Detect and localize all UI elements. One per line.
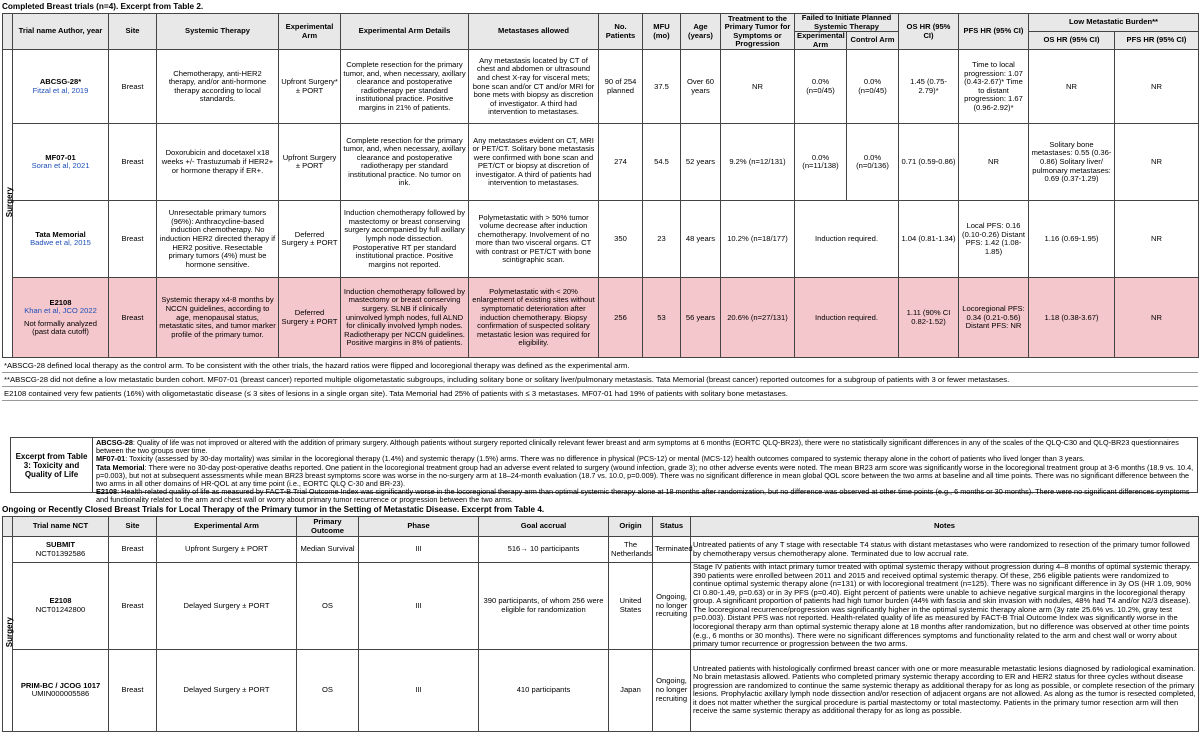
trial-cell — [13, 537, 109, 563]
header-notes: Notes — [691, 517, 1199, 537]
header-site: Site — [109, 14, 157, 50]
origin-cell: Japan — [609, 649, 653, 731]
outcome-cell: OS — [297, 563, 359, 650]
trial-author-link[interactable]: Badwe et al, 2015 — [30, 238, 91, 248]
arm-details-cell: Induction chemotherapy followed by mastectomy or breast conserving surgery. SLNB if clinically uninvolved lymph nodes, full ALND for clinically involved lymph nodes. Radiotherapy per NCCN guidelines. Positive margins in 8% of patients. — [341, 278, 469, 358]
lmb-pfs-cell: NR — [1115, 278, 1199, 358]
arm-details-cell: Complete resection for the primary tumor, and, when necessary, axillary clearance and postoperative radiotherapy per standard institutional practice. No tumor on ink. — [341, 124, 469, 201]
pfs-cell: NR — [959, 124, 1029, 201]
divider — [2, 372, 1198, 373]
os-cell: 1.04 (0.81-1.34) — [899, 201, 959, 278]
qol-box — [10, 437, 1198, 505]
header-accrual: Goal accrual — [479, 517, 609, 537]
header-failed-exp: Experimental Arm — [795, 32, 847, 50]
header-ttp: Treatment to the Primary Tumor for Symptoms or Progression — [721, 14, 795, 50]
os-cell: 1.45 (0.75-2.79)* — [899, 50, 959, 124]
mets-cell: Any metastasis located by CT of chest and abdomen or ultrasound and chest X-ray for visceral mets; bone scan and/or CT and/or MRI for bone mets with biopsy as discretion of investigator. A third had intervention to metastases. — [469, 50, 599, 124]
header-arm: Experimental Arm — [157, 517, 297, 537]
header-mets: Metastases allowed — [469, 14, 599, 50]
trial-nct: NCT01242800 — [35, 604, 86, 614]
arm-cell: Deferred Surgery ± PORT — [279, 278, 341, 358]
pfs-cell: Locoregional PFS: 0.34 (0.21-0.56) Distant PFS: NR — [959, 278, 1029, 358]
age-cell: 56 years — [681, 278, 721, 358]
trial-name: E2108 — [49, 596, 72, 606]
qol-item-text: : Quality of life was not improved or altered with the addition of primary surgery. Although patients without surgery reported clinically relevant fewer breast and arm symptoms at 6 months (EORTC QLQ-BR23), there were no statistically significant differences in any of the scales of the QLQ-C30 and QLQ-BR23 questionnaires between the two groups over time. — [96, 438, 1179, 456]
arm-cell: Deferred Surgery ± PORT — [279, 201, 341, 278]
header-patients: No. Patients — [599, 14, 643, 50]
pfs-cell: Local PFS: 0.16 (0.10-0.26) Distant PFS: 1.42 (1.08-1.85) — [959, 201, 1029, 278]
trial-nct: UMIN000005586 — [31, 689, 90, 699]
qol-item-text: : Health-related quality of life as measured by FACT-B Trial Outcome Index was significantly worse in the locoregional therapy arm than optimal systemic therapy alone at 18 months after randomization, but no difference was observed at other time points (e.g., 6 months or 30 months). There were no significant differences symptoms and functionality related to the arm and chest wall or worry about primary tumor recurrence or progression between the two arms. — [96, 487, 1190, 505]
status-cell: Terminated — [653, 537, 691, 563]
table-row — [3, 563, 1199, 650]
mets-cell: Any metastases evident on CT, MRI or PET/CT. Solitary bone metastasis were confirmed with bone scan and PET/CT or biopsy at discretion of investigator. A third of patients had intervention to metastases. — [469, 124, 599, 201]
qol-item-text: : There were no 30-day post-operative deaths reported. One patient in the locoregional treatment group had an adverse event related to surgery (wound infection, grade 3); no other adverse events were noted. The mean BR23 arm score was significantly worse in the locoregional treatment group at 3-6 months (18.9 vs. 10.4, p=0.003), but not at subsequent assessments while mean BR23 breast symptoms score was worse in the no-surgery arm at 18–24-month evaluation (18.7 vs. 10.0, p=0.009). There was no significant difference in mean global QOL score between the two arms at baseline and all time points. There was no significant difference between the two arms in all other domains of HR-QOL at any time point (i.e., EORTC QLQ C-30 and BR-23). — [96, 462, 1194, 488]
trial-name: MF07-01 — [45, 152, 76, 162]
qol-item-label: MF07-01 — [96, 454, 126, 464]
site-cell: Breast — [109, 278, 157, 358]
trial-name: Tata Memorial — [35, 229, 86, 239]
category-header-blank — [3, 517, 13, 537]
lmb-pfs-cell: NR — [1115, 124, 1199, 201]
mfu-cell: 54.5 — [643, 124, 681, 201]
lmb-os-cell: 1.18 (0.38-3.67) — [1029, 278, 1115, 358]
accrual-cell: 516→ 10 participants — [479, 537, 609, 563]
site-cell: Breast — [109, 50, 157, 124]
divider — [2, 386, 1198, 387]
age-cell: Over 60 years — [681, 50, 721, 124]
category-cell — [3, 537, 13, 732]
ttp-cell: 20.6% (n=27/131) — [721, 278, 795, 358]
origin-cell: United States — [609, 563, 653, 650]
patients-cell: 90 of 254 planned — [599, 50, 643, 124]
qol-body — [93, 438, 1197, 505]
header-arm-details: Experimental Arm Details — [341, 14, 469, 50]
table-row — [3, 124, 1199, 201]
arm-cell: Upfront Surgery* ± PORT — [279, 50, 341, 124]
failed-ctrl-cell: 0.0% (n=0/45) — [847, 50, 899, 124]
lmb-os-cell: Solitary bone metastases: 0.55 (0.36-0.86) Solitary liver/ pulmonary metastases: 0.69 (0.37-1.29) — [1029, 124, 1115, 201]
header-systemic: Systemic Therapy — [157, 14, 279, 50]
header-lmb-pfs: PFS HR (95% CI) — [1115, 32, 1199, 50]
age-cell: 52 years — [681, 124, 721, 201]
arm-details-cell: Induction chemotherapy followed by mastectomy or breast conserving surgery accompanied by full axillary lymph node dissection. Postoperative RT per standard institutional practice. Positive margins not reported. — [341, 201, 469, 278]
footnote-2: **ABSCG-28 did not define a low metastatic burden cohort. MF07-01 (breast cancer) reported multiple oligometastatic subgroups, including solitary bone or solitary liver/pulmonary metastasis. Tata Memorial (breast cancer) reported outcomes for a subgroup of patients with 3 or fewer metastases. — [4, 375, 1010, 384]
systemic-cell: Chemotherapy, anti-HER2 therapy, and/or anti-hormone therapy according to local standards. — [157, 50, 279, 124]
header-trial: Trial name Author, year — [13, 14, 109, 50]
trial-cell — [13, 201, 109, 278]
lmb-os-cell: 1.16 (0.69-1.95) — [1029, 201, 1115, 278]
site-cell: Breast — [109, 537, 157, 563]
header-trial: Trial name NCT — [13, 517, 109, 537]
trial-cell — [13, 124, 109, 201]
header-failed: Failed to Initiate Planned Systemic Therapy — [795, 14, 899, 32]
systemic-cell: Doxorubicin and docetaxel x18 weeks +/- Trastuzumab if HER2+ or hormone therapy if ER+. — [157, 124, 279, 201]
notes-cell: Untreated patients of any T stage with resectable T4 status with distant metastases who were randomized to resection of the primary tumor followed by chemotherapy versus chemotherapy alone. Terminated due to low accrual rate. — [691, 537, 1199, 563]
trial-name: PRIM-BC / JCOG 1017 — [20, 680, 101, 690]
os-cell: 1.11 (90% CI 0.82-1.52) — [899, 278, 959, 358]
trial-cell — [13, 278, 109, 358]
header-site: Site — [109, 517, 157, 537]
qol-item-text: : Toxicity (assessed by 30-day mortality) was similar in the locoregional therapy (1.4%) and systemic therapy (1.5%) arms. There was no difference in physical (PCS-12) or mental (MCS-12) health outcomes compared to systemic therapy alone in the cohort of patients who lived longer than 3 years. — [125, 454, 1085, 464]
header-status: Status — [653, 517, 691, 537]
mets-cell: Polymetastatic with > 50% tumor volume decrease after induction chemotherapy. Involvement of no more than two visceral organs. CT with contrast or PET/CT with bone scintigraphic scan. — [469, 201, 599, 278]
mets-cell: Polymetastatic with < 20% enlargement of existing sites without symptomatic deterioration after induction chemotherapy. Biopsy confirmation of suspected solitary metastatic lesion was required for eligibility. — [469, 278, 599, 358]
failed-merged-cell: Induction required. — [795, 201, 899, 278]
qol-item-label: ABCSG-28 — [96, 438, 133, 447]
table-row — [3, 50, 1199, 124]
lmb-pfs-cell: NR — [1115, 201, 1199, 278]
table-row — [3, 201, 1199, 278]
lmb-os-cell: NR — [1029, 50, 1115, 124]
patients-cell: 256 — [599, 278, 643, 358]
footnote-1: *ABSCG-28 defined local therapy as the control arm. To be consistent with the other trials, the hazard ratios were flipped and locoregional therapy was defined as the experimental arm. — [4, 361, 630, 370]
category-cell — [3, 50, 13, 358]
header-arm: Experimental Arm — [279, 14, 341, 50]
trial-name: E2108 — [49, 297, 72, 307]
table-row — [3, 649, 1199, 731]
ttp-cell: 9.2% (n=12/131) — [721, 124, 795, 201]
category-header-blank — [3, 14, 13, 50]
site-cell: Breast — [109, 649, 157, 731]
mfu-cell: 53 — [643, 278, 681, 358]
origin-cell: The Netherlands — [609, 537, 653, 563]
header-pfs: PFS HR (95% CI) — [959, 14, 1029, 50]
pfs-cell: Time to local progression: 1.07 (0.43-2.67)* Time to distant progression: 1.67 (0.96-2.92)* — [959, 50, 1029, 124]
site-cell: Breast — [109, 563, 157, 650]
header-outcome: Primary Outcome — [297, 517, 359, 537]
header-os: OS HR (95% CI) — [899, 14, 959, 50]
status-cell: Ongoing, no longer recruiting — [653, 563, 691, 650]
trial-cell — [13, 649, 109, 731]
completed-trials-table — [2, 13, 1199, 358]
arm-details-cell: Complete resection for the primary tumor, and, when necessary, axillary clearance and postoperative radiotherapy per standard institutional practice. Positive margins in 21% of patients. — [341, 50, 469, 124]
patients-cell: 274 — [599, 124, 643, 201]
notes-cell: Stage IV patients with intact primary tumor treated with optimal systemic therapy without progression during 4–8 months of optimal systemic therapy. 390 patients were enrolled between 2011 and 2015 and received optimal systemic therapy. Of these, 256 eligible patients were randomized to continue optimal systemic therapy alone (n=131) or with locoregional treatment (n=125). There was no significant difference in 3y OS (HR 1.09, 90% CI 0.80-1.49, p=0.63) or in 3y PFS (p=0.40). Eight percent of patients were unable to achieve negative surgical margins in the locoregional therapy group. A significant proportion of patients had high tumor burden (44% with fascia and skin invasion with nodules, 48% had T4 and/or N2/3 disease). The locoregional recurrence/progression was significantly higher in the optimal systemic therapy alone arm (3y rate 25.6% vs. 10.2%, gray test p=0.003). Distant PFS was not reported. Health-related quality of life as measured by FACT-B Trial Outcome Index was significantly worse in the locoregional therapy arm than optimal systemic therapy alone at 18 months after randomization, but no difference was observed at other time points (e.g., 6 months or 30 months). There were no significant differences symptoms and functionality related to the arm and chest wall or worry about primary tumor recurrence or progression between the two arms. — [691, 563, 1199, 650]
qol-item — [96, 464, 1194, 489]
table-row-highlighted — [3, 278, 1199, 358]
header-age: Age (years) — [681, 14, 721, 50]
status-cell: Ongoing, no longer recruiting — [653, 649, 691, 731]
os-cell: 0.71 (0.59-0.86) — [899, 124, 959, 201]
accrual-cell: 410 participants — [479, 649, 609, 731]
trial-nct: NCT01392586 — [35, 548, 86, 558]
trial-cell — [13, 563, 109, 650]
arm-cell: Delayed Surgery ± PORT — [157, 563, 297, 650]
divider — [2, 400, 1198, 401]
systemic-cell: Unresectable primary tumors (96%): Anthracycline-based induction chemotherapy. No induction HER2 directed therapy if HER2 positive. Resectable primary tumors (4%) must be hormone sensitive. — [157, 201, 279, 278]
site-cell: Breast — [109, 124, 157, 201]
mfu-cell: 23 — [643, 201, 681, 278]
site-cell: Breast — [109, 201, 157, 278]
trial-name: SUBMIT — [45, 539, 76, 549]
header-mfu: MFU (mo) — [643, 14, 681, 50]
footnote-3: E2108 contained very few patients (16%) with oligometastatic disease (≤ 3 sites of lesions in a single organ site). Tata Memorial had 25% of patients with ≤ 3 metastases. MF07-01 had 19% of patients with solitary bone metastases. — [4, 389, 788, 398]
trial-author-link[interactable]: Fitzal et al, 2019 — [32, 85, 89, 95]
table-row — [3, 537, 1199, 563]
header-lmb-os: OS HR (95% CI) — [1029, 32, 1115, 50]
failed-ctrl-cell: 0.0% (n=0/136) — [847, 124, 899, 201]
lmb-pfs-cell: NR — [1115, 50, 1199, 124]
outcome-cell: OS — [297, 649, 359, 731]
header-phase: Phase — [359, 517, 479, 537]
phase-cell: III — [359, 649, 479, 731]
accrual-cell: 390 participants, of whom 256 were eligible for randomization — [479, 563, 609, 650]
phase-cell: III — [359, 537, 479, 563]
qol-item-label: Tata Memorial — [96, 462, 145, 472]
arm-cell: Delayed Surgery ± PORT — [157, 649, 297, 731]
failed-exp-cell: 0.0% (n=0/45) — [795, 50, 847, 124]
arm-cell: Upfront Surgery ± PORT — [279, 124, 341, 201]
systemic-cell: Systemic therapy x4-8 months by NCCN guidelines, according to age, menopausal status, metastatic sites, and tumor marker profile of the primary tumor. — [157, 278, 279, 358]
table4-title: Ongoing or Recently Closed Breast Trials for Local Therapy of the Primary tumor in the Setting of Metastatic Disease. Excerpt from Table 4. — [2, 505, 545, 514]
trial-name: ABCSG-28* — [39, 77, 82, 87]
category-label: Surgery — [5, 617, 14, 648]
outcome-cell: Median Survival — [297, 537, 359, 563]
trial-author-link[interactable]: Soran et al, 2021 — [31, 161, 90, 171]
header-failed-ctrl: Control Arm — [847, 32, 899, 50]
phase-cell: III — [359, 563, 479, 650]
header-origin: Origin — [609, 517, 653, 537]
mfu-cell: 37.5 — [643, 50, 681, 124]
age-cell: 48 years — [681, 201, 721, 278]
failed-merged-cell: Induction required. — [795, 278, 899, 358]
category-label: Surgery — [5, 187, 14, 218]
notes-cell: Untreated patients with histologically confirmed breast cancer with one or more measurable metastatic lesions diagnosed by radiological examination. No brain metastasis allowed. Patients who completed primary systemic therapy according to ER and HER2 status for three cycles without disease progression are randomized to continue the same systemic therapy as additional therapy for as long as possible, or complete resection of the primary lesions. Prophylactic axillary lymph node dissection and/or resection of adjacent organs are not allowed. As along as the tumor is resected completed, it does not matter whether the surgical procedure is partial mastectomy or total mastectomy. Patients in the primary tumor resection arm will then receive the same systemic therapy as additional therapy for as long as possible. — [691, 649, 1199, 731]
trial-author-link[interactable]: Khan et al, JCO 2022 — [24, 306, 97, 316]
ttp-cell: 10.2% (n=18/177) — [721, 201, 795, 278]
qol-item — [96, 488, 1194, 504]
trial-cell — [13, 50, 109, 124]
qol-item-label: E2108 — [96, 487, 118, 497]
qol-heading: Excerpt from Table 3: Toxicity and Quality of Life — [11, 438, 93, 492]
ongoing-trials-table — [2, 516, 1199, 732]
qol-item — [96, 439, 1194, 455]
failed-exp-cell: 0.0% (n=11/138) — [795, 124, 847, 201]
patients-cell: 350 — [599, 201, 643, 278]
header-lmb: Low Metastatic Burden** — [1029, 14, 1199, 32]
ttp-cell: NR — [721, 50, 795, 124]
arm-cell: Upfront Surgery ± PORT — [157, 537, 297, 563]
table2-title: Completed Breast trials (n=4). Excerpt from Table 2. — [2, 2, 204, 11]
trial-note: Not formally analyzed (past data cutoff) — [23, 318, 98, 337]
